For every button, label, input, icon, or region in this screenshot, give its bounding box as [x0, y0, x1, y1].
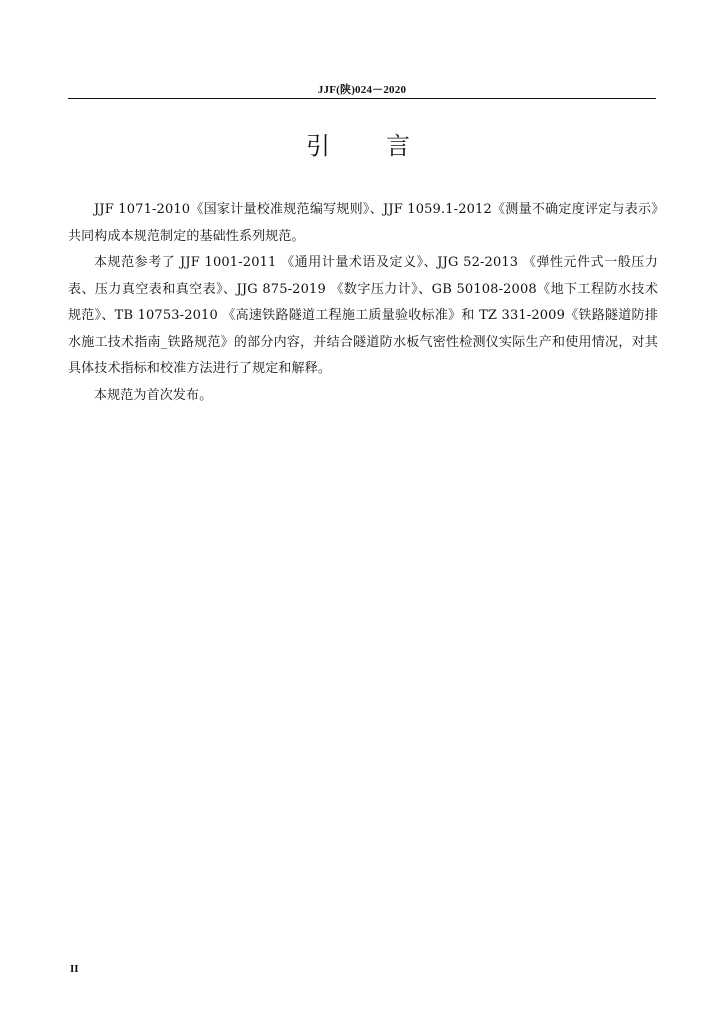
- header-divider: [68, 98, 656, 99]
- body-text: [68, 197, 658, 409]
- page-number: II: [70, 963, 79, 975]
- paragraph-1: JJF 1071-2010《国家计量校准规范编写规则》、JJF 1059.1-2012《测量不确定度评定与表示》共同构成本规范制定的基础性系列规范。: [68, 202, 658, 244]
- title-char-2: 言: [386, 132, 410, 160]
- document-code-header: JJF(陕)024－2020: [317, 84, 407, 96]
- title-char-1: 引: [306, 132, 330, 160]
- paragraph-3: 本规范为首次发布。: [94, 387, 213, 403]
- paragraph-2: 本规范参考了 JJF 1001-2011 《通用计量术语及定义》、JJG 52-2013 《弹性元件式一般压力表、压力真空表和真空表》、JJG 875-2019 《数字压力计》、GB 50108-2008《地下工程防水技术规范》、TB 10753-2010 《高速铁路隧道工程施工质量验收标准》和 TZ 331-2009《铁路隧道防排水施工技术指南_铁路规范》的部分内容，并结合隧道防水板气密性检测仪实际生产和使用情况，对其具体技术指标和校准方法进行了规定和解释。: [68, 255, 658, 376]
